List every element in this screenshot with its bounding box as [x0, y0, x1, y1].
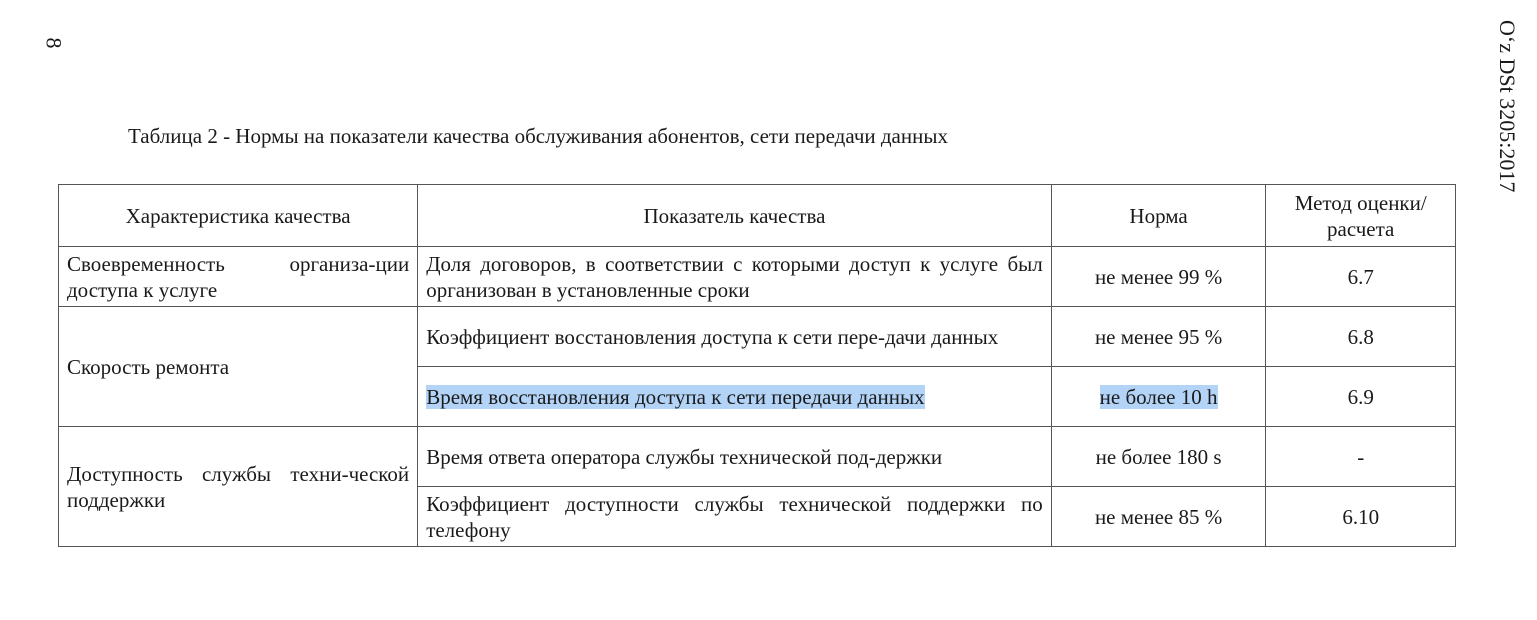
norm-cell: не менее 99 % [1051, 247, 1266, 307]
indicator-cell: Доля договоров, в соответствии с которыми доступ к услуге был организован в установленные сроки [418, 247, 1052, 307]
norm-cell: не менее 95 % [1051, 307, 1266, 367]
indicator-cell: Коэффициент восстановления доступа к сети пере-дачи данных [418, 307, 1052, 367]
table-caption: Таблица 2 - Нормы на показатели качества обслуживания абонентов, сети передачи данных [128, 124, 948, 148]
indicator-cell: Время ответа оператора службы технической под-держки [418, 427, 1052, 487]
characteristic-cell: Скорость ремонта [59, 307, 418, 427]
standard-code: O‘z DSt 3205:2017 [1495, 20, 1520, 193]
characteristic-cell: Доступность службы техни-ческой поддержки [59, 427, 418, 547]
selected-norm-text[interactable]: не более 10 h [1099, 384, 1218, 409]
table-row [59, 307, 1456, 367]
quality-norms-table [58, 184, 1456, 547]
table-row [59, 247, 1456, 307]
method-cell: 6.10 [1266, 487, 1456, 547]
table-header-row [59, 185, 1456, 247]
header-method [1266, 185, 1456, 247]
method-cell: 6.7 [1266, 247, 1456, 307]
header-norm: Норма [1051, 185, 1266, 247]
indicator-cell: Коэффициент доступности службы технической поддержки по телефону [418, 487, 1052, 547]
characteristic-cell: Своевременность организа-ции доступа к услуге [59, 247, 418, 307]
selected-indicator-text[interactable]: Время восстановления доступа к сети передачи данных [426, 384, 925, 409]
norm-cell: не менее 85 % [1051, 487, 1266, 547]
method-cell: 6.8 [1266, 307, 1456, 367]
header-method-text: Метод оценки/расчета [1294, 190, 1427, 241]
header-indicator: Показатель качества [418, 185, 1052, 247]
table-row [59, 427, 1456, 487]
method-cell: - [1266, 427, 1456, 487]
header-characteristic: Характеристика качества [59, 185, 418, 247]
norm-cell[interactable] [1051, 367, 1266, 427]
page-number: 8 [41, 37, 67, 49]
norm-cell: не более 180 s [1051, 427, 1266, 487]
method-cell: 6.9 [1266, 367, 1456, 427]
indicator-cell[interactable] [418, 367, 1052, 427]
